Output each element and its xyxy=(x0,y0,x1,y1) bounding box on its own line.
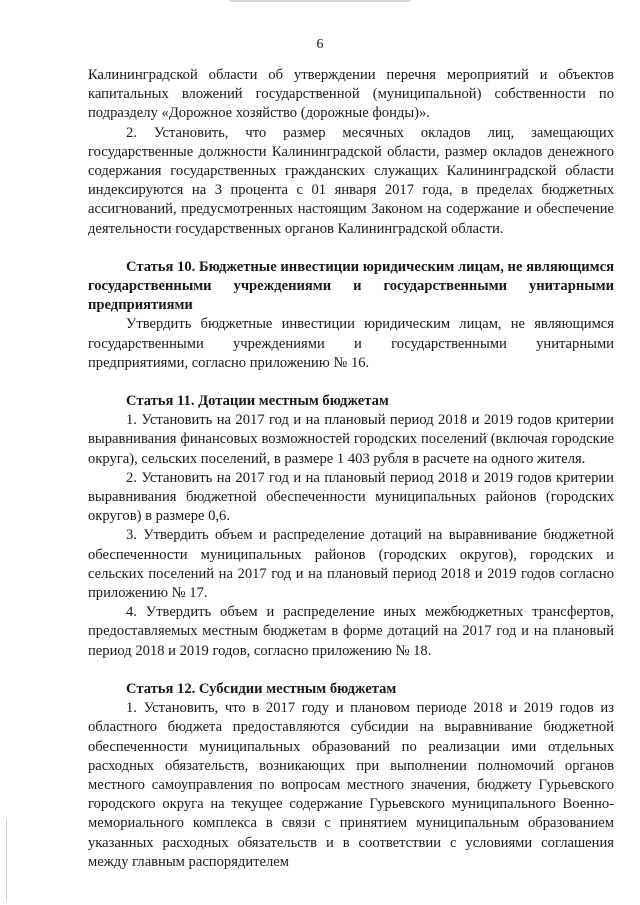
paragraph-gap xyxy=(88,661,614,680)
article-11-item-2: 2. Установить на 2017 год и на плановый период 2018 и 2019 годов критерии выравнивания бюджетной обеспеченности муниципальных районов (городских округов) в размере 0,6. xyxy=(88,469,614,525)
article-12-item-1: 1. Установить, что в 2017 году и плановом периоде 2018 и 2019 годов из областного бюджета предоставляются субсидии на выравнивание бюджетной обеспеченности муниципальных образований по реализации ими отдельных расходных обязательств, возникающих при выполнении полномочий органов местного самоуправления по вопросам местного значения, бюджету Гурьевского городского округа на текущее содержание Гурьевского муниципального Военно-мемориального комплекса в связи с принятием муниципальным образованием указанных расходных обязательств и в соответствии с условиями соглашения между главным распорядителем xyxy=(88,700,614,870)
para-item-2-salaries: 2. Установить, что размер месячных окладов лиц, замещающих государственные должности Калининградской области, размер окладов денежного содержания государственных гражданских служащих Калининградской области индексируются на 3 процента с 01 января 2017 года, в пределах бюджетных ассигнований, предусмотренных настоящим Законом на содержание и обеспечение деятельности государственных органов Калининградской области. xyxy=(88,124,614,237)
scan-edge-mark xyxy=(230,0,410,2)
article-11-item-4: 4. Утвердить объем и распределение иных межбюджетных трансфертов, предоставляемых местным бюджетам в форме дотаций на 2017 год и на плановый период 2018 и 2019 годов, согласно приложению № 18. xyxy=(88,604,614,659)
paragraph-gap xyxy=(88,239,614,258)
para-continuation: Калининградской области об утверждении перечня мероприятий и объектов капитальных вложений государственной (муниципальной) собственности по подразделу «Дорожное хозяйство (дорожные фонды)». xyxy=(88,67,614,122)
paragraph-gap xyxy=(88,373,614,392)
article-11-item-3: 3. Утвердить объем и распределение дотаций на выравнивание бюджетной обеспеченности муниципальных районов (городских округов), городских и сельских поселений на 2017 год и на плановый период 2018 и 2019 годов согласно приложению № 17. xyxy=(88,527,614,602)
document-body xyxy=(88,66,614,872)
article-10-heading: Статья 10. Бюджетные инвестиции юридическим лицам, не являющимся государственными учреждениями и государственными унитарными предприятиями xyxy=(88,258,614,314)
article-10-text: Утвердить бюджетные инвестиции юридическим лицам, не являющимся государственными учреждениями и государственными унитарными предприятиями, согласно приложению № 16. xyxy=(88,316,614,371)
scan-edge-mark xyxy=(6,820,7,900)
article-11-item-1: 1. Установить на 2017 год и на плановый период 2018 и 2019 годов критерии выравнивания финансовых возможностей городских поселений (включая городские округа), сельских поселений, в размере 1 403 рубля в расчете на одного жителя. xyxy=(88,412,614,467)
article-11-heading: Статья 11. Дотации местным бюджетам xyxy=(126,393,389,410)
page-number: 6 xyxy=(316,37,324,52)
article-12-heading: Статья 12. Субсидии местным бюджетам xyxy=(126,680,397,697)
